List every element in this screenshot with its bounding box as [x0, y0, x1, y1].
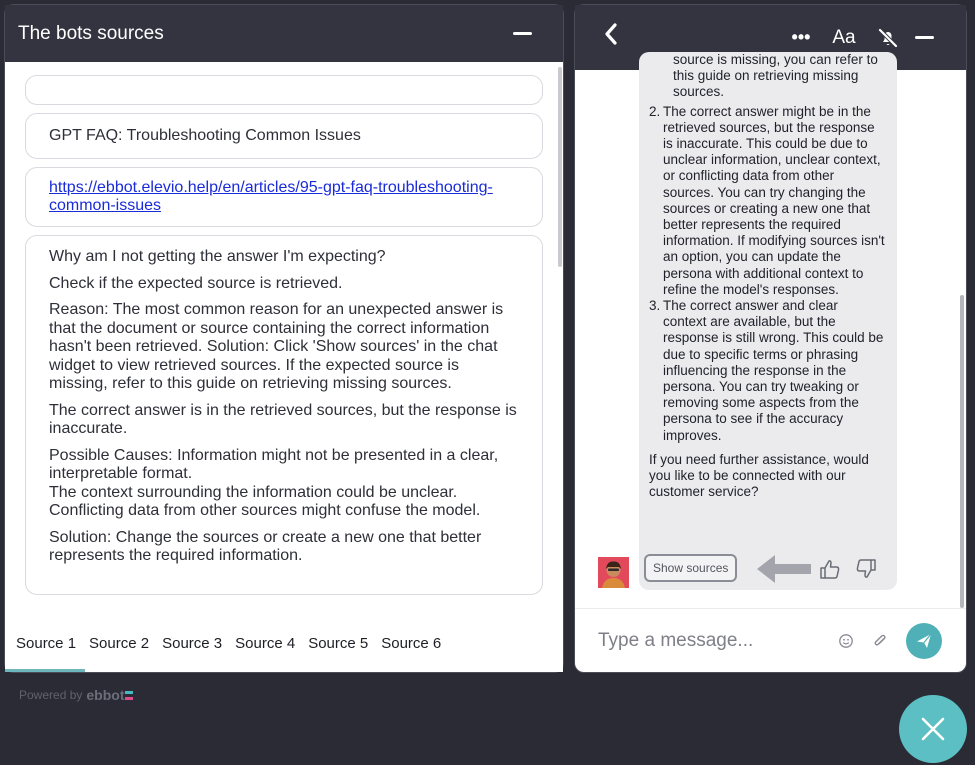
source-paragraph: Possible Causes: Information might not be presented in a clear, interpretable format. The context surrounding the information could be unclear. Conflicting data from other sources might confuse the model.: [49, 446, 499, 520]
message-actions: [575, 552, 966, 588]
bot-avatar: [598, 557, 629, 588]
brand-mark-icon: [125, 691, 133, 700]
list-item: [649, 104, 885, 298]
chat-messages[interactable]: [575, 52, 966, 610]
font-size-button[interactable]: Aa: [832, 26, 856, 48]
sources-panel: [4, 4, 564, 673]
source-title-card: GPT FAQ: Troubleshooting Common Issues: [25, 113, 543, 159]
source-paragraph: Solution: Change the sources or create a new one that better represents the required information.: [49, 528, 482, 565]
send-icon: [915, 632, 933, 650]
sources-tabs: [5, 614, 563, 672]
paperclip-icon[interactable]: [872, 633, 888, 649]
tab-source-2[interactable]: Source 2: [89, 634, 150, 652]
bot-message-bubble: [639, 52, 897, 590]
mute-button[interactable]: [868, 27, 908, 49]
sources-title: The bots sources: [18, 22, 164, 44]
brand-logo: ebbot: [86, 687, 125, 703]
bell-off-icon: [877, 27, 899, 49]
source-paragraph: Why am I not getting the answer I'm expecting?: [49, 248, 386, 266]
source-paragraph: Check if the expected source is retrieved.: [49, 274, 343, 292]
sources-header: [5, 5, 563, 62]
source-card-empty: [25, 75, 543, 105]
list-item: [649, 298, 885, 444]
close-icon: [919, 715, 947, 743]
minimize-icon: [513, 32, 532, 35]
source-link[interactable]: https://ebbot.elevio.help/en/articles/95-gpt-faq-troubleshooting-common-issues: [49, 179, 493, 214]
emoji-icon[interactable]: [838, 633, 854, 649]
active-tab-indicator: [5, 669, 85, 672]
message-input[interactable]: [598, 630, 818, 652]
minimize-icon: [915, 36, 934, 39]
back-button[interactable]: [604, 23, 624, 52]
thumbs-down-icon[interactable]: [854, 557, 878, 581]
sources-scrollbar[interactable]: [558, 67, 562, 267]
avatar-icon: [598, 557, 629, 588]
source-text-card: [25, 235, 543, 595]
powered-by-label: Powered by: [19, 688, 83, 702]
list-text: The correct answer and clear context are available, but the response is still wrong. This could be due to specific terms or phrasing influencing the response in the persona. You can try tweaking or removing some aspects from the persona to see if the accuracy improves.: [663, 298, 884, 443]
close-chat-button[interactable]: [899, 695, 967, 763]
tab-source-3[interactable]: Source 3: [162, 634, 223, 652]
arrow-left-icon: [755, 552, 813, 586]
source-link-card: [25, 167, 543, 227]
chat-minimize-button[interactable]: [908, 36, 940, 39]
source-paragraph: Reason: The most common reason for an unexpected answer is that the document or source containing the correct information hasn't been retrieved. Solution: Click 'Show sources' in the chat widget to view retrieved sources. If the expected source is missing, refer to this guide on retrieving missing sources.: [49, 301, 504, 393]
thumbs-up-icon[interactable]: [818, 557, 842, 581]
list-text: The correct answer might be in the retrieved sources, but the response is inaccurate. This could be due to unclear information, unclear context, or conflicting data from other sources. You can try changing the sources or creating a new one that better represents the required information. If modifying sources isn't an option, you can update the persona with additional context to refine the model's responses.: [663, 103, 885, 297]
list-number: 3.: [649, 298, 661, 314]
source-paragraph: The correct answer is in the retrieved sources, but the response is inaccurate.: [49, 401, 517, 438]
message-list: [649, 104, 885, 444]
sources-content[interactable]: [5, 62, 563, 617]
more-options-button[interactable]: •••: [791, 27, 811, 47]
chat-header-actions: [786, 27, 940, 49]
send-button[interactable]: [906, 623, 942, 659]
chat-scrollbar[interactable]: [960, 295, 964, 608]
tab-source-1[interactable]: Source 1: [16, 634, 77, 652]
message-followup: If you need further assistance, would you like to be connected with our customer service?: [649, 451, 869, 500]
message-intro: source is missing, you can refer to this guide on retrieving missing sources.: [673, 52, 878, 100]
tab-source-4[interactable]: Source 4: [235, 634, 296, 652]
chat-panel: [574, 4, 967, 673]
tab-source-6[interactable]: Source 6: [381, 634, 442, 652]
list-number: 2.: [649, 103, 661, 119]
powered-by[interactable]: [19, 687, 133, 703]
tab-source-5[interactable]: Source 5: [308, 634, 369, 652]
chat-input-area: [575, 608, 966, 672]
chevron-left-icon: [604, 23, 618, 45]
sources-minimize-button[interactable]: [509, 21, 535, 47]
show-sources-button[interactable]: Show sources: [644, 554, 737, 582]
